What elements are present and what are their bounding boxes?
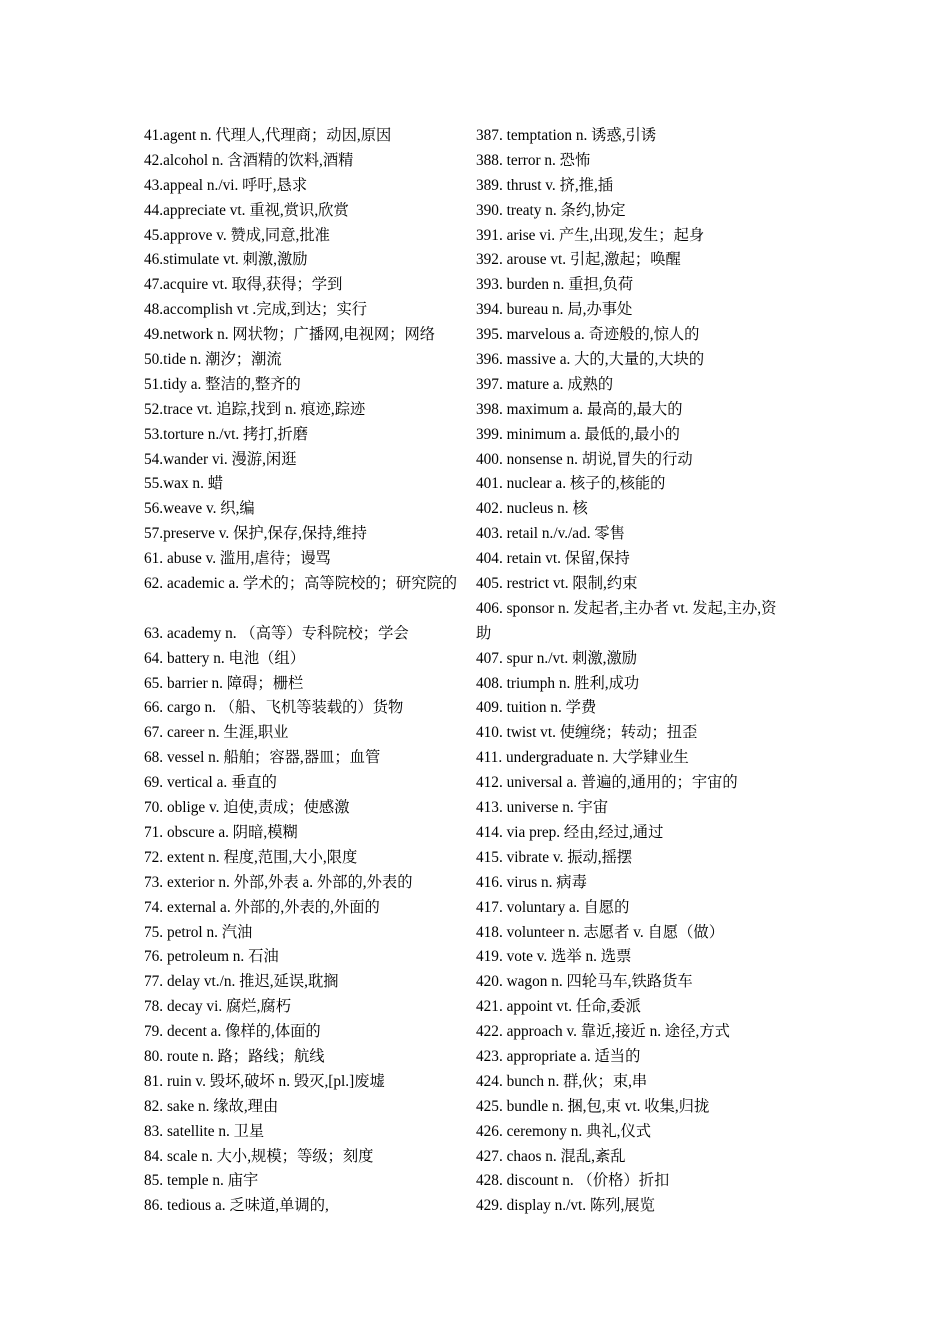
vocab-entry: 397. mature a. 成熟的 <box>476 375 614 393</box>
left-vocabulary-column <box>144 124 484 1219</box>
vocab-entry: 51.tidy a. 整洁的,整齐的 <box>144 375 301 393</box>
vocab-entry: 82. sake n. 缘故,理由 <box>144 1097 279 1115</box>
vocab-entry: 408. triumph n. 胜利,成功 <box>476 674 640 692</box>
vocab-entry: 67. career n. 生涯,职业 <box>144 724 289 742</box>
vocab-entry: 417. voluntary a. 自愿的 <box>476 898 630 916</box>
vocab-entry: 418. volunteer n. 志愿者 v. 自愿（做） <box>476 923 724 941</box>
vocab-entry: 423. appropriate a. 适当的 <box>476 1047 641 1065</box>
vocab-entry: 72. extent n. 程度,范围,大小,限度 <box>144 848 358 866</box>
vocab-entry: 409. tuition n. 学费 <box>476 699 597 717</box>
vocab-entry: 419. vote v. 选举 n. 选票 <box>476 948 632 966</box>
vocab-entry: 46.stimulate vt. 刺激,激励 <box>144 251 308 269</box>
vocab-entry: 402. nucleus n. 核 <box>476 500 588 518</box>
vocab-entry: 65. barrier n. 障碍；栅栏 <box>144 674 304 692</box>
vocab-entry: 426. ceremony n. 典礼,仪式 <box>476 1122 652 1140</box>
vocab-entry: 396. massive a. 大的,大量的,大块的 <box>476 351 705 369</box>
vocab-entry: 81. ruin v. 毁坏,破坏 n. 毁灭,[pl.]废墟 <box>144 1072 385 1090</box>
vocab-entry: 400. nonsense n. 胡说,冒失的行动 <box>476 450 693 468</box>
vocab-entry <box>144 597 484 622</box>
vocab-entry: 62. academic a. 学术的；高等院校的；研究院的 <box>144 575 458 593</box>
vocab-entry: 63. academy n. （高等）专科院校；学会 <box>144 624 409 642</box>
vocab-entry: 41.agent n. 代理人,代理商；动因,原因 <box>144 127 392 144</box>
vocab-entry: 427. chaos n. 混乱,紊乱 <box>476 1147 626 1165</box>
vocab-entry: 53.torture n./vt. 拷打,折磨 <box>144 425 309 443</box>
vocab-entry: 50.tide n. 潮汐；潮流 <box>144 351 282 369</box>
vocab-entry: 425. bundle n. 捆,包,束 vt. 收集,归拢 <box>476 1097 710 1115</box>
vocab-entry: 404. retain vt. 保留,保持 <box>476 550 630 568</box>
vocab-entry: 55.wax n. 蜡 <box>144 475 224 493</box>
vocab-entry: 78. decay vi. 腐烂,腐朽 <box>144 998 291 1016</box>
vocab-entry: 68. vessel n. 船舶；容器,器皿；血管 <box>144 749 381 767</box>
vocab-entry: 86. tedious a. 乏味道,单调的, <box>144 1197 329 1215</box>
vocab-entry: 429. display n./vt. 陈列,展览 <box>476 1197 655 1215</box>
vocab-entry: 47.acquire vt. 取得,获得；学到 <box>144 276 343 294</box>
vocab-entry: 393. burden n. 重担,负荷 <box>476 276 634 294</box>
vocab-entry: 388. terror n. 恐怖 <box>476 151 591 169</box>
vocab-entry: 43.appeal n./vi. 呼吁,恳求 <box>144 176 308 194</box>
vocab-entry: 83. satellite n. 卫星 <box>144 1122 265 1140</box>
vocab-entry: 52.trace vt. 追踪,找到 n. 痕迹,踪迹 <box>144 400 366 418</box>
vocab-entry: 64. battery n. 电池（组） <box>144 649 306 667</box>
vocab-entry: 77. delay vt./n. 推迟,延误,耽搁 <box>144 973 339 991</box>
vocab-entry: 399. minimum a. 最低的,最小的 <box>476 425 680 443</box>
vocab-entry: 56.weave v. 织,编 <box>144 500 255 518</box>
vocab-entry: 390. treaty n. 条约,协定 <box>476 201 626 219</box>
vocab-entry: 57.preserve v. 保护,保存,保持,维持 <box>144 525 367 543</box>
vocab-entry: 84. scale n. 大小,规模；等级；刻度 <box>144 1147 374 1165</box>
vocab-entry: 44.appreciate vt. 重视,赏识,欣赏 <box>144 201 349 219</box>
vocab-entry: 403. retail n./v./ad. 零售 <box>476 525 625 543</box>
vocab-entry: 74. external a. 外部的,外表的,外面的 <box>144 898 380 916</box>
vocab-entry: 61. abuse v. 滥用,虐待；谩骂 <box>144 550 331 568</box>
vocab-entry: 401. nuclear a. 核子的,核能的 <box>476 475 666 493</box>
vocab-entry: 73. exterior n. 外部,外表 a. 外部的,外表的 <box>144 873 413 891</box>
vocab-entry: 413. universe n. 宇宙 <box>476 799 609 817</box>
vocab-entry: 424. bunch n. 群,伙；束,串 <box>476 1072 648 1090</box>
vocab-entry: 414. via prep. 经由,经过,通过 <box>476 823 664 841</box>
vocab-entry: 71. obscure a. 阴暗,模糊 <box>144 823 298 841</box>
vocab-entry: 392. arouse vt. 引起,激起；唤醒 <box>476 251 681 269</box>
vocab-entry: 69. vertical a. 垂直的 <box>144 774 277 792</box>
vocab-entry: 416. virus n. 病毒 <box>476 873 587 891</box>
vocab-entry: 394. bureau n. 局,办事处 <box>476 301 633 319</box>
vocab-entry: 389. thrust v. 挤,推,插 <box>476 176 614 194</box>
vocab-entry: 428. discount n. （价格）折扣 <box>476 1172 670 1190</box>
vocab-entry: 420. wagon n. 四轮马车,铁路货车 <box>476 973 693 991</box>
vocab-entry: 75. petrol n. 汽油 <box>144 923 253 941</box>
vocab-entry: 66. cargo n. （船、飞机等装载的）货物 <box>144 699 404 717</box>
vocab-entry: 45.approve v. 赞成,同意,批准 <box>144 226 330 244</box>
vocab-entry: 80. route n. 路；路线；航线 <box>144 1047 325 1065</box>
vocab-entry: 85. temple n. 庙宇 <box>144 1172 259 1190</box>
vocab-entry: 411. undergraduate n. 大学肄业生 <box>476 749 689 767</box>
vocab-entry: 405. restrict vt. 限制,约束 <box>476 575 638 593</box>
vocab-entry: 395. marvelous a. 奇迹般的,惊人的 <box>476 326 700 344</box>
vocab-entry: 54.wander vi. 漫游,闲逛 <box>144 450 297 468</box>
vocab-entry: 48.accomplish vt .完成,到达；实行 <box>144 301 368 319</box>
vocab-entry: 407. spur n./vt. 刺激,激励 <box>476 649 638 667</box>
vocab-entry: 79. decent a. 像样的,体面的 <box>144 1023 321 1041</box>
vocab-entry: 387. temptation n. 诱惑,引诱 <box>476 127 657 144</box>
vocab-entry: 助 <box>476 624 492 642</box>
vocab-entry: 70. oblige v. 迫使,责成；使感激 <box>144 799 350 817</box>
vocab-entry: 422. approach v. 靠近,接近 n. 途径,方式 <box>476 1023 730 1041</box>
right-vocabulary-column <box>476 124 816 1219</box>
vocab-entry: 410. twist vt. 使缠绕；转动；扭歪 <box>476 724 698 742</box>
vocab-entry: 421. appoint vt. 任命,委派 <box>476 998 641 1016</box>
vocab-entry: 415. vibrate v. 振动,摇摆 <box>476 848 633 866</box>
vocab-entry: 412. universal a. 普遍的,通用的；宇宙的 <box>476 774 738 792</box>
vocab-entry: 42.alcohol n. 含酒精的饮料,酒精 <box>144 151 354 169</box>
vocab-entry: 76. petroleum n. 石油 <box>144 948 279 966</box>
vocab-entry: 406. sponsor n. 发起者,主办者 vt. 发起,主办,资 <box>476 599 777 617</box>
vocab-entry: 391. arise vi. 产生,出现,发生；起身 <box>476 226 705 244</box>
vocab-entry: 398. maximum a. 最高的,最大的 <box>476 400 683 418</box>
vocab-entry: 49.network n. 网状物；广播网,电视网；网络 <box>144 326 436 344</box>
